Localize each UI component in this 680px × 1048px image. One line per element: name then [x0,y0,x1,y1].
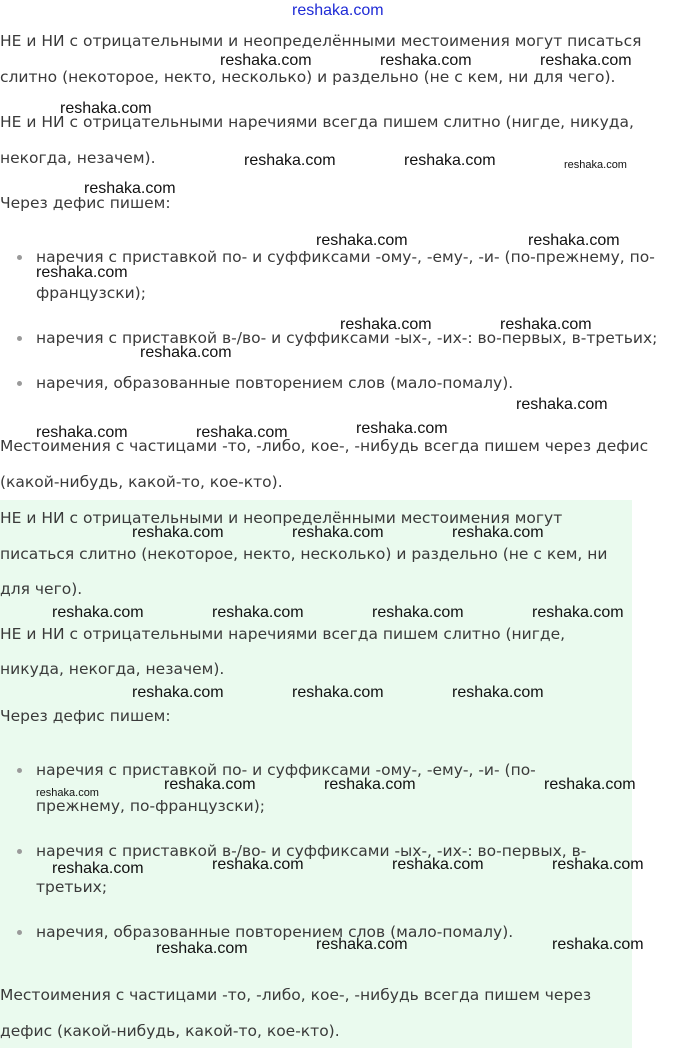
watermark: reshaka.com [404,152,496,169]
watermark: reshaka.com [372,604,464,621]
bullet-dot [17,930,22,935]
site-link[interactable]: reshaka.com [292,2,384,19]
watermark: reshaka.com [156,940,248,957]
b2-p4-line2: дефис (какой-нибудь, какой-то, кое-кто). [0,1022,340,1040]
watermark: reshaka.com [36,787,99,799]
watermark: reshaka.com [84,180,176,197]
b2-item1-line2: прежнему, по-французски); [36,797,265,815]
watermark: reshaka.com [36,264,128,281]
watermark: reshaka.com [324,776,416,793]
b1-p4-line2: (какой-нибудь, какой-то, кое-кто). [0,473,283,491]
watermark: reshaka.com [544,776,636,793]
bullet-dot [17,336,22,341]
b2-item1-line1: наречия с приставкой по- и суффиксами -ому-, -ему-, -и- (по- [36,761,536,779]
b1-item3: наречия, образованные повторением слов (мало-помалу). [36,374,514,392]
watermark: reshaka.com [164,776,256,793]
bullet-dot [17,849,22,854]
b2-p3: Через дефис пишем: [0,707,171,725]
b2-item3: наречия, образованные повторением слов (мало-помалу). [36,923,514,941]
b2-p1-line1: НЕ и НИ с отрицательными и неопределёнными местоимения могут [0,509,563,527]
watermark: reshaka.com [564,159,627,171]
b1-item1-line2: французски); [36,284,146,302]
watermark: reshaka.com [452,524,544,541]
watermark: reshaka.com [552,936,644,953]
b2-p4-line1: Местоимения с частицами -то, -либо, кое-, -нибудь всегда пишем через [0,986,592,1004]
watermark: reshaka.com [316,232,408,249]
watermark: reshaka.com [52,860,144,877]
b1-item1-line1: наречия с приставкой по- и суффиксами -ому-, -ему-, -и- (по-прежнему, по- [36,248,655,266]
bullet-dot [17,255,22,260]
b2-p1-line3: для чего). [0,580,83,598]
b1-p3: Через дефис пишем: [0,194,171,212]
watermark: reshaka.com [392,856,484,873]
b1-p2-line1: НЕ и НИ с отрицательными наречиями всегда пишем слитно (нигде, никуда, [0,113,634,131]
b1-p4-line1: Местоимения с частицами -то, -либо, кое-, -нибудь всегда пишем через дефис [0,437,649,455]
watermark: reshaka.com [552,856,644,873]
watermark: reshaka.com [244,152,336,169]
b1-p1-line2: слитно (некоторое, некто, несколько) и раздельно (не с кем, ни для чего). [0,68,616,86]
b2-item2-line1: наречия с приставкой в-/во- и суффиксами -ых-, -их-: во-первых, в- [36,842,587,860]
b2-p2-line2: никуда, некогда, незачем). [0,660,225,678]
watermark: reshaka.com [516,396,608,413]
bullet-dot [17,768,22,773]
watermark: reshaka.com [196,424,288,441]
watermark: reshaka.com [356,420,448,437]
watermark: reshaka.com [132,684,224,701]
b1-p2-line2: некогда, незачем). [0,149,156,167]
bullet-dot [17,381,22,386]
watermark: reshaka.com [212,856,304,873]
b2-p1-line2: писаться слитно (некоторое, некто, несколько) и раздельно (не с кем, ни [0,545,608,563]
watermark: reshaka.com [132,524,224,541]
watermark: reshaka.com [220,52,312,69]
watermark: reshaka.com [380,52,472,69]
watermark: reshaka.com [528,232,620,249]
watermark: reshaka.com [292,684,384,701]
watermark: reshaka.com [316,936,408,953]
b1-item2: наречия с приставкой в-/во- и суффиксами -ых-, -их-: во-первых, в-третьих; [36,329,658,347]
watermark: reshaka.com [540,52,632,69]
watermark: reshaka.com [140,344,232,361]
watermark: reshaka.com [212,604,304,621]
watermark: reshaka.com [52,604,144,621]
b2-item2-line2: третьих; [36,878,108,896]
watermark: reshaka.com [60,100,152,117]
watermark: reshaka.com [36,424,128,441]
watermark: reshaka.com [452,684,544,701]
b2-p2-line1: НЕ и НИ с отрицательными наречиями всегда пишем слитно (нигде, [0,625,566,643]
watermark: reshaka.com [292,524,384,541]
watermark: reshaka.com [340,316,432,333]
b1-p1-line1: НЕ и НИ с отрицательными и неопределёнными местоимения могут писаться [0,32,642,50]
watermark: reshaka.com [532,604,624,621]
watermark: reshaka.com [500,316,592,333]
